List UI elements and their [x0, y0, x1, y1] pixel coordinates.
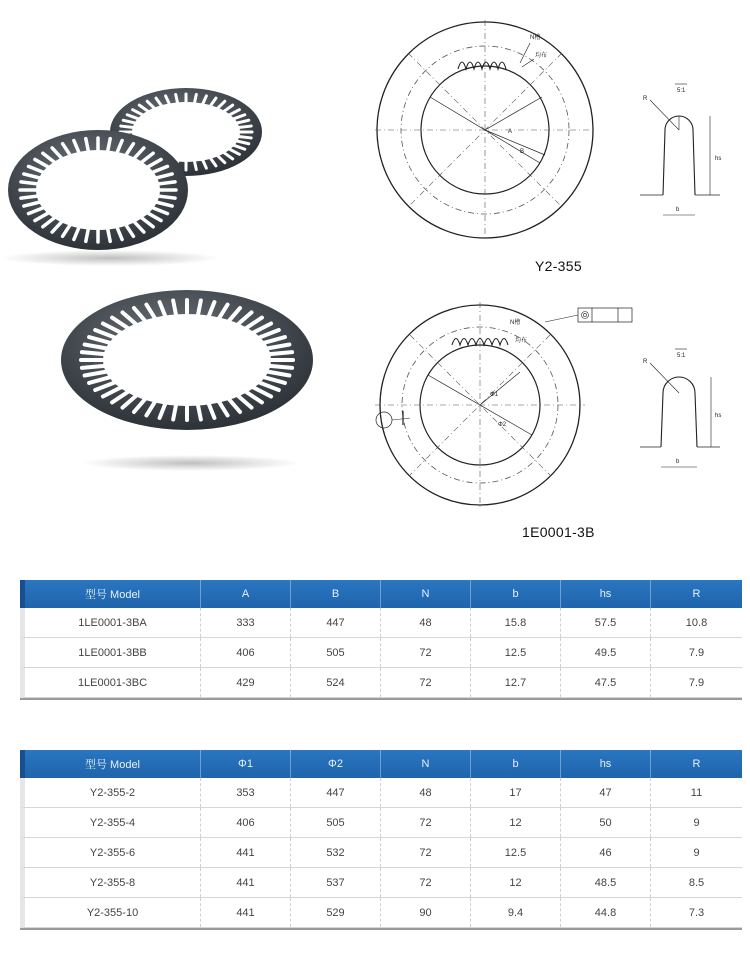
table-cell: 47: [561, 778, 651, 807]
cell-model: Y2-355-2: [25, 778, 201, 807]
table-cell: 47.5: [561, 668, 651, 697]
table-cell: 46: [561, 838, 651, 867]
header-slot-width: b: [471, 750, 561, 778]
lamination-slot: [21, 182, 39, 184]
drawing-b-label: B: [520, 149, 525, 155]
caption-y2-355: Y2-355: [535, 258, 582, 274]
table-cell: 524: [291, 668, 381, 697]
cell-model: 1LE0001-3BC: [25, 668, 201, 697]
table-row: [20, 838, 742, 868]
table-cell: 72: [381, 868, 471, 897]
table-cell: 9.4: [471, 898, 561, 927]
table-cell: 11: [690, 786, 703, 799]
table-cell: 447: [291, 608, 381, 637]
cell-model: Y2-355-4: [25, 808, 201, 837]
detail2-scale-label: 5:1: [677, 353, 686, 359]
table-row: [20, 638, 742, 668]
table-header: [20, 750, 742, 778]
cell-model: 1LE0001-3BA: [25, 608, 201, 637]
detail-b-label: b: [676, 207, 680, 213]
table-header: [20, 580, 742, 608]
cell-model: Y2-355-10: [25, 898, 201, 927]
lamination-photo-pair: [0, 80, 280, 270]
table-cell: 57.5: [561, 608, 651, 637]
table-cell: 9: [693, 846, 700, 859]
table-cell: 12: [471, 808, 561, 837]
table-cell: 353: [201, 778, 291, 807]
header-phi1: Φ1: [201, 750, 291, 778]
table-cell: 50: [561, 808, 651, 837]
table-body: [20, 778, 742, 930]
table-cell: 49.5: [561, 638, 651, 667]
table-cell: 7.9: [688, 646, 705, 659]
lamination-slot: [82, 352, 106, 354]
detail-r-label: R: [643, 96, 648, 102]
lamination-photo-single: [55, 285, 325, 475]
drawing2-n-slot-label: N槽: [510, 320, 521, 326]
table-cell: 9: [693, 816, 700, 829]
header-n: N: [381, 580, 471, 608]
slot-detail-y2: [635, 70, 745, 230]
table-cell: 72: [381, 668, 471, 697]
table-row: [20, 868, 742, 898]
header-n: N: [381, 750, 471, 778]
lamination-slot: [194, 160, 196, 170]
table-cell: 72: [381, 638, 471, 667]
table-cell: 537: [291, 868, 381, 897]
detail-scale-label: 5:1: [677, 88, 686, 94]
table-cell: 7.9: [688, 676, 705, 689]
table-body: [20, 608, 742, 700]
header-r: R: [692, 588, 701, 600]
table-cell: 15.8: [471, 608, 561, 637]
table-row: [20, 898, 742, 928]
header-r: R: [692, 758, 701, 770]
table-cell: 529: [291, 898, 381, 927]
table-cell: 72: [381, 808, 471, 837]
table-cell: 406: [201, 808, 291, 837]
table-cell: 48: [381, 778, 471, 807]
table-row: [20, 668, 742, 698]
header-a: A: [201, 580, 291, 608]
cell-model: Y2-355-8: [25, 868, 201, 897]
table-row: [20, 608, 742, 638]
table-cell: 10.8: [685, 616, 708, 629]
table-cell: 333: [201, 608, 291, 637]
table-cell: 12.5: [471, 838, 561, 867]
caption-1e0001-3b: 1E0001-3B: [522, 524, 595, 540]
detail2-r-label: R: [643, 359, 648, 365]
detail2-b-label: b: [676, 459, 680, 465]
table-cell: 12.7: [471, 668, 561, 697]
table-cell: 72: [381, 838, 471, 867]
table-cell: 44.8: [561, 898, 651, 927]
table-cell: 12.5: [471, 638, 561, 667]
table-cell: 17: [471, 778, 561, 807]
table-cell: 505: [291, 638, 381, 667]
table-cell: 441: [201, 838, 291, 867]
lamination-slot: [82, 366, 106, 368]
table-cell: 90: [381, 898, 471, 927]
detail2-hs-label: hs: [715, 413, 722, 419]
drawing2-even-label: 均布: [515, 338, 528, 344]
drawing-n-slot-label: N槽: [530, 35, 541, 41]
lamination-slot: [176, 94, 178, 104]
header-hs: hs: [561, 580, 651, 608]
lamination-slot: [237, 136, 251, 138]
table-cell: 7.3: [688, 906, 705, 919]
table-cell: 48: [381, 608, 471, 637]
drawing2-phi2-label: Φ2: [498, 422, 507, 428]
spec-table-y2-355: [20, 750, 742, 930]
slot-detail-1e: [635, 335, 745, 485]
table-cell: 12: [471, 868, 561, 897]
lamination-slot: [268, 366, 292, 368]
lamination-slot: [157, 196, 175, 198]
spec-table-1le0001: [20, 580, 742, 700]
lamination-slot: [237, 126, 251, 128]
header-b: B: [291, 580, 381, 608]
table-row: [20, 778, 742, 808]
drawing-even-label: 均布: [535, 53, 548, 59]
table-cell: 505: [291, 808, 381, 837]
lamination-slot: [121, 126, 135, 128]
lamination-slot: [21, 196, 39, 198]
table-cell: 8.5: [688, 876, 705, 889]
header-model: 型号 Model: [25, 750, 201, 778]
table-cell: 406: [201, 638, 291, 667]
table-row: [20, 808, 742, 838]
table-cell: 429: [201, 668, 291, 697]
detail-hs-label: hs: [715, 156, 722, 162]
drawing2-phi1-label: Φ1: [490, 392, 499, 398]
table-cell: 48.5: [561, 868, 651, 897]
drawing-a-label: A: [508, 129, 513, 135]
header-hs: hs: [561, 750, 651, 778]
table-cell: 532: [291, 838, 381, 867]
drawing-1e0001-3b: [370, 300, 650, 515]
drawing-y2-355: [370, 15, 600, 245]
table-cell: 441: [201, 898, 291, 927]
lamination-slot: [194, 94, 196, 104]
header-phi2: Φ2: [291, 750, 381, 778]
lamination-slot: [268, 352, 292, 354]
table-cell: 441: [201, 868, 291, 897]
cell-model: 1LE0001-3BB: [25, 638, 201, 667]
lamination-slot: [157, 182, 175, 184]
table-cell: 447: [291, 778, 381, 807]
header-model: 型号 Model: [25, 580, 201, 608]
header-slot-width: b: [471, 580, 561, 608]
cell-model: Y2-355-6: [25, 838, 201, 867]
